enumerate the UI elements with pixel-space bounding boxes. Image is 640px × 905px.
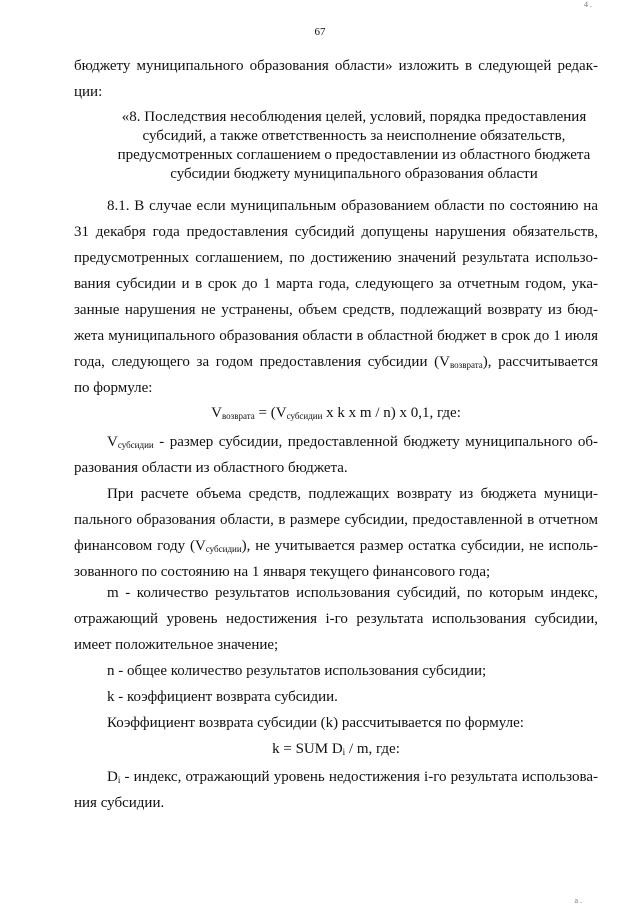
formula-sub-subsidy: субсидии [286, 411, 323, 421]
paragraph-calculation [74, 481, 598, 585]
def-k: k - коэффициент возврата субсидии. [107, 689, 338, 705]
formula-k-line [74, 736, 598, 762]
formula-k-sub: i [342, 747, 346, 757]
intro-line-2: ции: [74, 84, 103, 100]
formula-return-line [74, 400, 598, 426]
p81-line-6: жета муниципального образования области в областной бюджет в срок до 1 июля [74, 328, 598, 344]
p81-line-2: 31 декабря года предоставления субсидий допущены нарушения обязательств, [74, 224, 598, 240]
formula-return [74, 400, 598, 426]
calc-line-2: пального образования области, в размере субсидии, предоставленной в отчетном [74, 512, 598, 528]
calc-line-3-after: ), не учитывается размер остатка субсидии, не исполь- [241, 538, 599, 554]
def-d-sub: i [117, 775, 121, 785]
section-heading [110, 108, 598, 184]
formula-v: V [211, 405, 222, 421]
p81-line-7-before: года, следующего за годом предоставления субсидии (V [74, 354, 450, 370]
calc-line-3 [74, 533, 598, 559]
p81-line-4: вания субсидии и в срок до 1 марта года, следующего за отчетным годом, ука- [74, 276, 598, 292]
formula-k [74, 736, 598, 762]
def-v-line-1 [74, 429, 598, 455]
def-d-line-1 [74, 764, 598, 790]
corner-mark-bottom: a . [574, 896, 582, 905]
formula-k-after: / m, где: [345, 741, 400, 757]
definitions-n-k [74, 658, 598, 736]
definition-v-subsidy [74, 429, 598, 481]
def-v-symbol: V [107, 434, 118, 450]
def-v-line-2: разования области из областного бюджета. [74, 460, 348, 476]
p81-line-8: по формуле: [74, 380, 153, 396]
heading-line-3: предусмотренных соглашением о предоставлении из областного бюджета [117, 147, 591, 163]
page-number: 67 [314, 26, 326, 38]
calc-line-1: При расчете объема средств, подлежащих возврату из бюджета муници- [107, 486, 598, 502]
def-n: n - общее количество результатов использования субсидии; [107, 663, 487, 679]
p81-line-7 [74, 349, 598, 375]
definition-d [74, 764, 598, 816]
corner-mark-top: 4 . [584, 0, 592, 9]
formula-k-before: k = SUM D [272, 741, 343, 757]
p81-line-5: занные нарушения не устранены, объем средств, подлежащий возврату из бюд- [74, 302, 598, 318]
def-d-line-2: ния субсидии. [74, 795, 165, 811]
calc-line-4: зованного по состоянию на 1 января текущего финансового года; [74, 564, 491, 580]
def-d-text: - индекс, отражающий уровень недостижения i-го результата использова- [120, 769, 598, 785]
calc-line-3-sub: субсидии [205, 544, 242, 554]
def-v-text: - размер субсидии, предоставленной бюджету муниципального об- [153, 434, 598, 450]
def-m-line-3: имеет положительное значение; [74, 637, 279, 653]
p81-line-7-after: ), рассчитывается [482, 354, 598, 370]
p81-line-1: 8.1. В случае если муниципальным образованием области по состоянию на [107, 198, 598, 214]
def-m-line-1: m - количество результатов использования субсидий, по которым индекс, [107, 585, 598, 601]
formula-mid: = (V [254, 405, 287, 421]
def-d-symbol: D [107, 769, 118, 785]
calc-line-3-before: финансовом году (V [74, 538, 206, 554]
heading-line-1: «8. Последствия несоблюдения целей, условий, порядка предоставления [121, 109, 587, 125]
paragraph-8-1 [74, 193, 598, 401]
heading-line-2: субсидий, а также ответственность за неисполнение обязательств, [142, 128, 566, 144]
def-m-line-2: отражающий уровень недостижения i-го результата использования субсидии, [74, 611, 598, 627]
intro-line-1: бюджету муниципального образования области» изложить в следующей редак- [74, 58, 598, 74]
intro-paragraph [74, 53, 598, 105]
p81-line-7-sub: возврата [449, 360, 483, 370]
k-formula-intro: Коэффициент возврата субсидии (k) рассчитывается по формуле: [107, 715, 524, 731]
definition-m [74, 580, 598, 658]
formula-sub-return: возврата [221, 411, 255, 421]
p81-line-3: предусмотренных соглашением, по достижению значений результата использо- [74, 250, 598, 266]
def-v-sub: субсидии [117, 440, 154, 450]
heading-line-4: субсидии бюджету муниципального образования области [170, 166, 538, 182]
formula-rest: x k x m / n) x 0,1, где: [322, 405, 461, 421]
